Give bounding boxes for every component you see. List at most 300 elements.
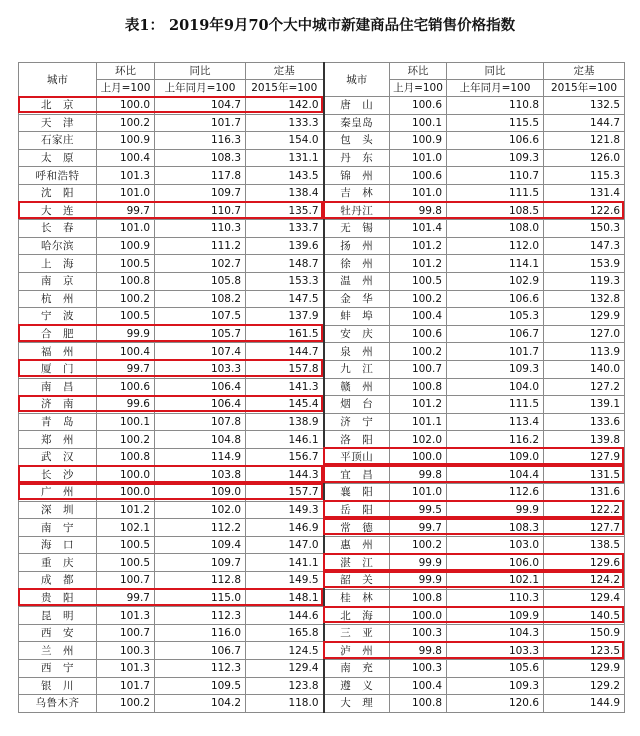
right-city-cell: 宜 昌 <box>324 466 390 484</box>
right-city-cell: 吉 林 <box>324 184 390 202</box>
header-yoy-base: 上年同月=100 <box>155 80 246 97</box>
right-fixed-cell: 129.2 <box>544 677 625 695</box>
left-city-cell: 石家庄 <box>19 132 97 150</box>
right-yoy-cell: 103.0 <box>447 536 544 554</box>
left-city-cell: 南 宁 <box>19 519 97 537</box>
right-yoy-cell: 109.3 <box>447 677 544 695</box>
left-city-cell: 济 南 <box>19 396 97 414</box>
right-fixed-cell: 119.3 <box>544 272 625 290</box>
left-mom-cell: 100.2 <box>97 290 155 308</box>
left-fixed-cell: 133.3 <box>246 114 324 132</box>
left-fixed-cell: 145.4 <box>246 396 324 414</box>
right-city-cell: 北 海 <box>324 607 390 625</box>
left-mom-cell: 101.0 <box>97 220 155 238</box>
left-city-cell: 海 口 <box>19 536 97 554</box>
left-yoy-cell: 116.3 <box>155 132 246 150</box>
left-mom-cell: 99.6 <box>97 396 155 414</box>
table-row <box>19 149 625 167</box>
table-row <box>19 114 625 132</box>
table-row <box>19 325 625 343</box>
right-mom-cell: 99.5 <box>390 501 447 519</box>
header-city: 城市 <box>324 63 390 97</box>
left-mom-cell: 100.5 <box>97 536 155 554</box>
left-mom-cell: 99.7 <box>97 360 155 378</box>
header-mom: 环比 <box>390 63 447 80</box>
left-fixed-cell: 149.5 <box>246 572 324 590</box>
left-fixed-cell: 124.5 <box>246 642 324 660</box>
right-city-cell: 蚌 埠 <box>324 308 390 326</box>
left-yoy-cell: 106.4 <box>155 396 246 414</box>
left-mom-cell: 99.7 <box>97 202 155 220</box>
left-mom-cell: 100.2 <box>97 114 155 132</box>
table-row <box>19 132 625 150</box>
right-mom-cell: 100.8 <box>390 695 447 713</box>
left-yoy-cell: 117.8 <box>155 167 246 185</box>
left-mom-cell: 100.0 <box>97 484 155 502</box>
left-city-cell: 天 津 <box>19 114 97 132</box>
left-mom-cell: 100.0 <box>97 97 155 115</box>
right-city-cell: 秦皇岛 <box>324 114 390 132</box>
left-yoy-cell: 103.3 <box>155 360 246 378</box>
left-yoy-cell: 104.7 <box>155 97 246 115</box>
header-city: 城市 <box>19 63 97 97</box>
right-yoy-cell: 105.6 <box>447 660 544 678</box>
table-row <box>19 167 625 185</box>
right-mom-cell: 100.6 <box>390 167 447 185</box>
left-yoy-cell: 107.5 <box>155 308 246 326</box>
left-fixed-cell: 146.1 <box>246 431 324 449</box>
right-fixed-cell: 132.5 <box>544 97 625 115</box>
right-yoy-cell: 111.5 <box>447 184 544 202</box>
header-fixed-base: 2015年=100 <box>544 80 625 97</box>
right-city-cell: 锦 州 <box>324 167 390 185</box>
right-fixed-cell: 139.1 <box>544 396 625 414</box>
right-fixed-cell: 140.5 <box>544 607 625 625</box>
right-city-cell: 丹 东 <box>324 149 390 167</box>
table-row <box>19 308 625 326</box>
right-city-cell: 惠 州 <box>324 536 390 554</box>
right-fixed-cell: 147.3 <box>544 237 625 255</box>
right-yoy-cell: 109.3 <box>447 149 544 167</box>
right-mom-cell: 100.6 <box>390 325 447 343</box>
right-city-cell: 烟 台 <box>324 396 390 414</box>
right-fixed-cell: 133.6 <box>544 413 625 431</box>
table-title: 表1： 2019年9月70个大中城市新建商品住宅销售价格指数 <box>124 17 516 34</box>
left-city-cell: 太 原 <box>19 149 97 167</box>
left-mom-cell: 100.4 <box>97 343 155 361</box>
left-city-cell: 昆 明 <box>19 607 97 625</box>
header-subrow <box>19 80 625 97</box>
left-mom-cell: 99.7 <box>97 589 155 607</box>
left-city-cell: 贵 阳 <box>19 589 97 607</box>
right-yoy-cell: 106.0 <box>447 554 544 572</box>
right-city-cell: 牡丹江 <box>324 202 390 220</box>
right-city-cell: 三 亚 <box>324 624 390 642</box>
left-mom-cell: 100.1 <box>97 413 155 431</box>
right-yoy-cell: 114.1 <box>447 255 544 273</box>
right-yoy-cell: 104.3 <box>447 624 544 642</box>
right-mom-cell: 99.8 <box>390 642 447 660</box>
left-yoy-cell: 106.4 <box>155 378 246 396</box>
left-fixed-cell: 147.5 <box>246 290 324 308</box>
left-yoy-cell: 107.8 <box>155 413 246 431</box>
right-yoy-cell: 102.9 <box>447 272 544 290</box>
left-city-cell: 西 安 <box>19 624 97 642</box>
table-row <box>19 695 625 713</box>
left-mom-cell: 99.9 <box>97 325 155 343</box>
left-city-cell: 沈 阳 <box>19 184 97 202</box>
left-fixed-cell: 129.4 <box>246 660 324 678</box>
right-city-cell: 赣 州 <box>324 378 390 396</box>
left-yoy-cell: 101.7 <box>155 114 246 132</box>
table-row <box>19 536 625 554</box>
right-yoy-cell: 108.5 <box>447 202 544 220</box>
right-fixed-cell: 115.3 <box>544 167 625 185</box>
right-mom-cell: 99.7 <box>390 519 447 537</box>
right-mom-cell: 100.3 <box>390 660 447 678</box>
right-mom-cell: 100.0 <box>390 448 447 466</box>
left-fixed-cell: 139.6 <box>246 237 324 255</box>
left-yoy-cell: 112.2 <box>155 519 246 537</box>
right-fixed-cell: 131.5 <box>544 466 625 484</box>
right-mom-cell: 101.2 <box>390 237 447 255</box>
left-city-cell: 重 庆 <box>19 554 97 572</box>
left-yoy-cell: 109.4 <box>155 536 246 554</box>
right-yoy-cell: 110.8 <box>447 97 544 115</box>
left-mom-cell: 100.8 <box>97 272 155 290</box>
left-city-cell: 兰 州 <box>19 642 97 660</box>
right-mom-cell: 101.0 <box>390 149 447 167</box>
header-row <box>19 63 625 80</box>
right-mom-cell: 99.8 <box>390 466 447 484</box>
right-yoy-cell: 106.6 <box>447 132 544 150</box>
right-city-cell: 徐 州 <box>324 255 390 273</box>
right-fixed-cell: 113.9 <box>544 343 625 361</box>
right-city-cell: 金 华 <box>324 290 390 308</box>
header-mom-base: 上月=100 <box>97 80 155 97</box>
right-city-cell: 唐 山 <box>324 97 390 115</box>
left-city-cell: 西 宁 <box>19 660 97 678</box>
left-city-cell: 宁 波 <box>19 308 97 326</box>
right-yoy-cell: 109.9 <box>447 607 544 625</box>
right-fixed-cell: 121.8 <box>544 132 625 150</box>
right-yoy-cell: 103.3 <box>447 642 544 660</box>
left-yoy-cell: 104.8 <box>155 431 246 449</box>
right-fixed-cell: 129.9 <box>544 660 625 678</box>
left-fixed-cell: 149.3 <box>246 501 324 519</box>
left-mom-cell: 100.5 <box>97 554 155 572</box>
right-mom-cell: 101.2 <box>390 255 447 273</box>
table-row <box>19 396 625 414</box>
right-yoy-cell: 110.3 <box>447 589 544 607</box>
right-fixed-cell: 144.7 <box>544 114 625 132</box>
table-row <box>19 237 625 255</box>
left-city-cell: 成 都 <box>19 572 97 590</box>
right-city-cell: 洛 阳 <box>324 431 390 449</box>
right-mom-cell: 101.4 <box>390 220 447 238</box>
left-mom-cell: 102.1 <box>97 519 155 537</box>
left-city-cell: 合 肥 <box>19 325 97 343</box>
left-city-cell: 广 州 <box>19 484 97 502</box>
left-fixed-cell: 154.0 <box>246 132 324 150</box>
left-yoy-cell: 109.5 <box>155 677 246 695</box>
right-mom-cell: 100.8 <box>390 589 447 607</box>
right-mom-cell: 100.2 <box>390 536 447 554</box>
right-city-cell: 安 庆 <box>324 325 390 343</box>
left-yoy-cell: 114.9 <box>155 448 246 466</box>
right-mom-cell: 99.8 <box>390 202 447 220</box>
right-city-cell: 襄 阳 <box>324 484 390 502</box>
right-fixed-cell: 127.0 <box>544 325 625 343</box>
left-fixed-cell: 156.7 <box>246 448 324 466</box>
left-yoy-cell: 116.0 <box>155 624 246 642</box>
table-row <box>19 184 625 202</box>
left-yoy-cell: 105.7 <box>155 325 246 343</box>
left-yoy-cell: 108.3 <box>155 149 246 167</box>
price-index-table <box>18 62 625 713</box>
left-yoy-cell: 110.3 <box>155 220 246 238</box>
right-mom-cell: 100.2 <box>390 343 447 361</box>
right-fixed-cell: 140.0 <box>544 360 625 378</box>
right-mom-cell: 100.3 <box>390 624 447 642</box>
right-fixed-cell: 129.6 <box>544 554 625 572</box>
left-mom-cell: 101.3 <box>97 607 155 625</box>
right-yoy-cell: 111.5 <box>447 396 544 414</box>
left-mom-cell: 100.8 <box>97 448 155 466</box>
left-fixed-cell: 133.7 <box>246 220 324 238</box>
right-yoy-cell: 112.6 <box>447 484 544 502</box>
left-fixed-cell: 148.7 <box>246 255 324 273</box>
right-city-cell: 九 江 <box>324 360 390 378</box>
left-fixed-cell: 142.0 <box>246 97 324 115</box>
right-city-cell: 济 宁 <box>324 413 390 431</box>
left-fixed-cell: 118.0 <box>246 695 324 713</box>
left-yoy-cell: 115.0 <box>155 589 246 607</box>
header-mom-base: 上月=100 <box>390 80 447 97</box>
right-fixed-cell: 127.9 <box>544 448 625 466</box>
right-city-cell: 桂 林 <box>324 589 390 607</box>
right-mom-cell: 101.0 <box>390 184 447 202</box>
left-yoy-cell: 111.2 <box>155 237 246 255</box>
table-row <box>19 484 625 502</box>
table-row <box>19 360 625 378</box>
right-yoy-cell: 109.3 <box>447 360 544 378</box>
left-city-cell: 上 海 <box>19 255 97 273</box>
left-mom-cell: 101.0 <box>97 184 155 202</box>
left-city-cell: 哈尔滨 <box>19 237 97 255</box>
right-yoy-cell: 115.5 <box>447 114 544 132</box>
table-row <box>19 607 625 625</box>
right-city-cell: 遵 义 <box>324 677 390 695</box>
left-yoy-cell: 102.0 <box>155 501 246 519</box>
left-fixed-cell: 137.9 <box>246 308 324 326</box>
right-mom-cell: 100.1 <box>390 114 447 132</box>
left-fixed-cell: 144.6 <box>246 607 324 625</box>
left-city-cell: 呼和浩特 <box>19 167 97 185</box>
right-mom-cell: 100.0 <box>390 607 447 625</box>
left-city-cell: 长 春 <box>19 220 97 238</box>
left-mom-cell: 100.6 <box>97 378 155 396</box>
left-yoy-cell: 104.2 <box>155 695 246 713</box>
left-fixed-cell: 143.5 <box>246 167 324 185</box>
table-row <box>19 519 625 537</box>
left-fixed-cell: 148.1 <box>246 589 324 607</box>
right-yoy-cell: 99.9 <box>447 501 544 519</box>
right-fixed-cell: 126.0 <box>544 149 625 167</box>
left-city-cell: 青 岛 <box>19 413 97 431</box>
left-yoy-cell: 109.7 <box>155 554 246 572</box>
right-mom-cell: 100.4 <box>390 308 447 326</box>
left-mom-cell: 100.5 <box>97 308 155 326</box>
table-row <box>19 220 625 238</box>
right-fixed-cell: 144.9 <box>544 695 625 713</box>
right-yoy-cell: 106.6 <box>447 290 544 308</box>
table-row <box>19 343 625 361</box>
right-city-cell: 韶 关 <box>324 572 390 590</box>
right-city-cell: 湛 江 <box>324 554 390 572</box>
table-row <box>19 466 625 484</box>
left-city-cell: 杭 州 <box>19 290 97 308</box>
left-mom-cell: 100.3 <box>97 642 155 660</box>
left-mom-cell: 100.7 <box>97 572 155 590</box>
right-fixed-cell: 139.8 <box>544 431 625 449</box>
left-fixed-cell: 144.3 <box>246 466 324 484</box>
left-mom-cell: 100.2 <box>97 431 155 449</box>
right-fixed-cell: 124.2 <box>544 572 625 590</box>
left-yoy-cell: 112.3 <box>155 660 246 678</box>
left-mom-cell: 100.9 <box>97 132 155 150</box>
left-city-cell: 深 圳 <box>19 501 97 519</box>
table-row <box>19 624 625 642</box>
left-city-cell: 长 沙 <box>19 466 97 484</box>
left-city-cell: 武 汉 <box>19 448 97 466</box>
left-city-cell: 乌鲁木齐 <box>19 695 97 713</box>
left-mom-cell: 100.0 <box>97 466 155 484</box>
left-mom-cell: 100.2 <box>97 695 155 713</box>
right-fixed-cell: 127.2 <box>544 378 625 396</box>
left-mom-cell: 101.7 <box>97 677 155 695</box>
left-yoy-cell: 112.8 <box>155 572 246 590</box>
left-yoy-cell: 106.7 <box>155 642 246 660</box>
left-fixed-cell: 141.1 <box>246 554 324 572</box>
left-mom-cell: 100.9 <box>97 237 155 255</box>
right-yoy-cell: 113.4 <box>447 413 544 431</box>
right-yoy-cell: 108.0 <box>447 220 544 238</box>
left-fixed-cell: 131.1 <box>246 149 324 167</box>
right-yoy-cell: 109.0 <box>447 448 544 466</box>
left-fixed-cell: 141.3 <box>246 378 324 396</box>
right-mom-cell: 99.9 <box>390 572 447 590</box>
table-row <box>19 589 625 607</box>
table-row <box>19 255 625 273</box>
right-fixed-cell: 131.6 <box>544 484 625 502</box>
left-yoy-cell: 108.2 <box>155 290 246 308</box>
right-city-cell: 无 锡 <box>324 220 390 238</box>
table-row <box>19 501 625 519</box>
table-row <box>19 290 625 308</box>
left-fixed-cell: 144.7 <box>246 343 324 361</box>
table-row <box>19 572 625 590</box>
left-fixed-cell: 157.8 <box>246 360 324 378</box>
left-mom-cell: 100.7 <box>97 624 155 642</box>
right-fixed-cell: 127.7 <box>544 519 625 537</box>
right-mom-cell: 100.7 <box>390 360 447 378</box>
right-yoy-cell: 120.6 <box>447 695 544 713</box>
right-city-cell: 泸 州 <box>324 642 390 660</box>
right-fixed-cell: 150.9 <box>544 624 625 642</box>
right-city-cell: 南 充 <box>324 660 390 678</box>
right-city-cell: 温 州 <box>324 272 390 290</box>
right-mom-cell: 100.9 <box>390 132 447 150</box>
left-mom-cell: 101.2 <box>97 501 155 519</box>
right-mom-cell: 100.4 <box>390 677 447 695</box>
left-yoy-cell: 107.4 <box>155 343 246 361</box>
right-yoy-cell: 101.7 <box>447 343 544 361</box>
right-mom-cell: 101.1 <box>390 413 447 431</box>
left-mom-cell: 101.3 <box>97 660 155 678</box>
left-mom-cell: 100.5 <box>97 255 155 273</box>
left-fixed-cell: 146.9 <box>246 519 324 537</box>
left-yoy-cell: 109.7 <box>155 184 246 202</box>
right-mom-cell: 100.6 <box>390 97 447 115</box>
right-mom-cell: 100.2 <box>390 290 447 308</box>
table-row <box>19 97 625 115</box>
left-city-cell: 南 昌 <box>19 378 97 396</box>
left-fixed-cell: 138.9 <box>246 413 324 431</box>
table-row <box>19 677 625 695</box>
left-fixed-cell: 123.8 <box>246 677 324 695</box>
right-fixed-cell: 129.9 <box>544 308 625 326</box>
right-fixed-cell: 132.8 <box>544 290 625 308</box>
right-city-cell: 扬 州 <box>324 237 390 255</box>
header-fixed-base: 2015年=100 <box>246 80 324 97</box>
right-fixed-cell: 131.4 <box>544 184 625 202</box>
right-mom-cell: 102.0 <box>390 431 447 449</box>
left-city-cell: 郑 州 <box>19 431 97 449</box>
table-row <box>19 272 625 290</box>
header-yoy: 同比 <box>155 63 246 80</box>
table-row <box>19 413 625 431</box>
table-body <box>19 97 625 713</box>
right-city-cell: 常 德 <box>324 519 390 537</box>
header-fixed: 定基 <box>246 63 324 80</box>
left-fixed-cell: 165.8 <box>246 624 324 642</box>
table-row <box>19 660 625 678</box>
left-yoy-cell: 103.8 <box>155 466 246 484</box>
left-fixed-cell: 135.7 <box>246 202 324 220</box>
right-city-cell: 平顶山 <box>324 448 390 466</box>
left-city-cell: 厦 门 <box>19 360 97 378</box>
right-mom-cell: 101.0 <box>390 484 447 502</box>
right-yoy-cell: 110.7 <box>447 167 544 185</box>
header-fixed: 定基 <box>544 63 625 80</box>
left-city-cell: 南 京 <box>19 272 97 290</box>
right-yoy-cell: 102.1 <box>447 572 544 590</box>
table-row <box>19 431 625 449</box>
right-mom-cell: 100.5 <box>390 272 447 290</box>
right-city-cell: 泉 州 <box>324 343 390 361</box>
right-yoy-cell: 112.0 <box>447 237 544 255</box>
right-mom-cell: 101.2 <box>390 396 447 414</box>
left-city-cell: 福 州 <box>19 343 97 361</box>
right-city-cell: 大 理 <box>324 695 390 713</box>
left-yoy-cell: 102.7 <box>155 255 246 273</box>
left-city-cell: 银 川 <box>19 677 97 695</box>
left-mom-cell: 100.4 <box>97 149 155 167</box>
left-fixed-cell: 153.3 <box>246 272 324 290</box>
left-yoy-cell: 105.8 <box>155 272 246 290</box>
right-yoy-cell: 108.3 <box>447 519 544 537</box>
